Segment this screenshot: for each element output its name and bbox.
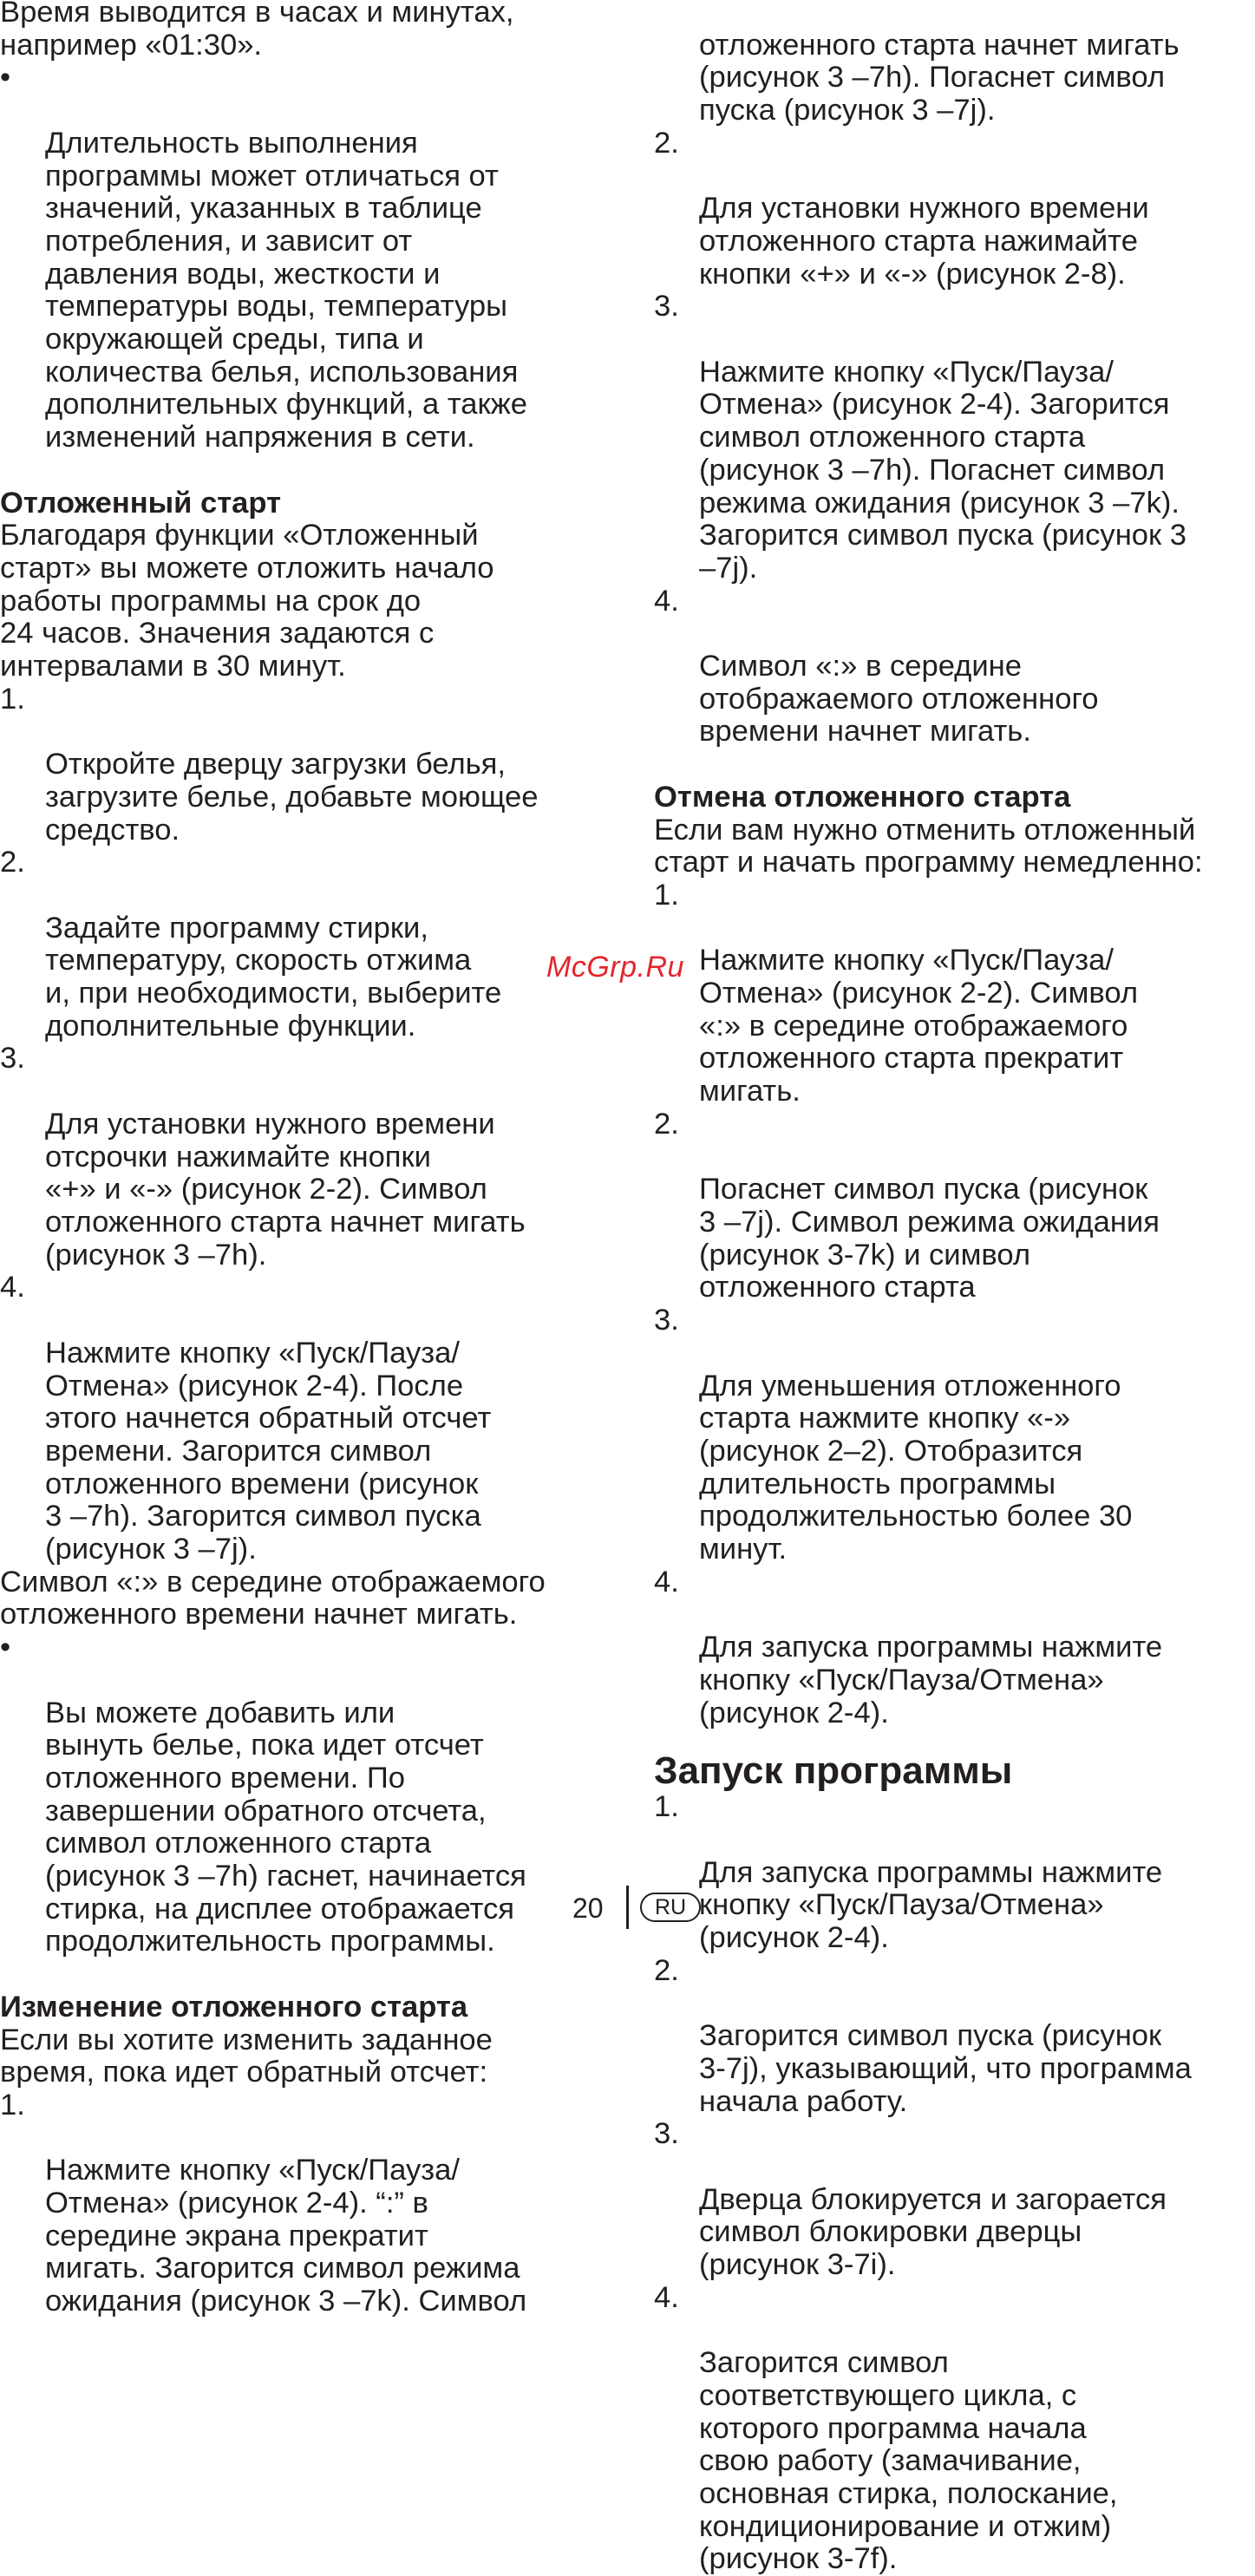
section-heading-program-start: Запуск программы [654, 1749, 1013, 1793]
list-item [0, 62, 616, 454]
list-item [654, 2118, 1252, 2282]
list-item-text: Нажмите кнопку «Пуск/Пауза/ Отмена» (рисунок 2-4). После этого начнется обратный отсчет времени. Загорится символ отложенного времени (рисунок 3 –7h). Загорится символ пуска (рисунок 3 –7j). [45, 1336, 492, 1566]
cancel-intro: Если вам нужно отменить отложенный старт и начать программу немедленно: [654, 813, 1203, 879]
list-item-text: Вы можете добавить или вынуть белье, пока идет отсчет отложенного времени. По завершении обратного отсчета, символ отложенного старта (рисунок 3 –7h) гаснет, начинается стирка, на дисплее отображается продолжительность программы. [45, 1696, 526, 1958]
list-item-text: Для уменьшения отложенного старта нажмите кнопку «-» (рисунок 2–2). Отобразится длительность программы продолжительностью более 30 минут. [699, 1369, 1133, 1566]
bullet-marker: • [0, 1631, 11, 1664]
list-item [0, 847, 616, 1043]
section-heading-cancel-delayed-start: Отмена отложенного старта [654, 780, 1071, 814]
footer-divider [626, 1886, 629, 1929]
language-badge: RU [640, 1893, 701, 1922]
list-number: 1. [0, 682, 25, 716]
list-item [654, 2282, 1252, 2576]
section-heading-delayed-start: Отложенный старт [0, 486, 282, 520]
list-item [0, 683, 616, 847]
list-item-text: Нажмите кнопку «Пуск/Пауза/ Отмена» (рисунок 2-2). Символ «:» в середине отображаемого отложенного старта прекратит мигать. [699, 944, 1138, 1108]
time-format-note: Время выводится в часах и минутах, например «01:30». [0, 0, 514, 62]
list-number: 2. [0, 846, 25, 879]
watermark: McGrp.Ru [546, 951, 684, 984]
list-item-text: Загорится символ соответствующего цикла, с которого программа начала свою работу (замачивание, основная стирка, полоскание, кондиционирование и отжим) (рисунок 3-7f). [699, 2346, 1118, 2576]
delayed-start-intro: Благодаря функции «Отложенный старт» вы можете отложить начало работы программы на срок до 24 часов. Значения задаются с интервалами в 30 минут. [0, 519, 494, 683]
list-item-text: Для установки нужного времени отсрочки нажимайте кнопки «+» и «-» (рисунок 2-2). Символ отложенного старта начнет мигать (рисунок 3 –7h). [45, 1107, 526, 1272]
list-item-text: Дверца блокируется и загорается символ блокировки дверцы (рисунок 3-7i). [699, 2182, 1167, 2282]
list-item-text: Символ «:» в середине отображаемого отложенного времени начнет мигать. [699, 650, 1099, 749]
list-item-text: Задайте программу стирки, температуру, скорость отжима и, при необходимости, выберите дополнительные функции. [45, 911, 502, 1043]
list-number: 4. [0, 1271, 25, 1304]
list-number: 3. [654, 1304, 679, 1337]
right-column [654, 0, 1252, 2576]
list-item-text: Для запуска программы нажмите кнопку «Пуск/Пауза/Отмена» (рисунок 2-4). [699, 1855, 1163, 1955]
change-intro: Если вы хотите изменить заданное время, пока идет обратный отсчет: [0, 2023, 493, 2089]
list-number: 2. [654, 1953, 679, 1987]
list-number: 1. [654, 878, 679, 912]
list-number: 4. [654, 584, 679, 618]
list-item-text: Для установки нужного времени отложенного старта нажимайте кнопки «+» и «-» (рисунок 2-8). [699, 192, 1149, 291]
list-number: 1. [654, 1790, 679, 1824]
list-item-text: Погаснет символ пуска (рисунок 3 –7j). Символ режима ожидания (рисунок 3-7k) и символ отложенного старта [699, 1173, 1160, 1304]
list-item-text: Нажмите кнопку «Пуск/Пауза/ Отмена» (рисунок 2-4). “:” в середине экрана прекратит мигать. Загорится символ режима ожидания (рисунок 3 –7k). Символ [45, 2154, 527, 2318]
list-item-text: Нажмите кнопку «Пуск/Пауза/ Отмена» (рисунок 2-4). Загорится символ отложенного старта (рисунок 3 –7h). Погаснет символ режима ожидания (рисунок 3 –7k). Загорится символ пуска (рисунок 3 –7j). [699, 355, 1186, 585]
list-item [654, 1108, 1252, 1304]
list-item [654, 291, 1252, 585]
left-column [0, 0, 616, 2318]
list-number: 3. [0, 1042, 25, 1076]
section-heading-change-delayed-start: Изменение отложенного старта [0, 1990, 468, 2024]
list-item [654, 1955, 1252, 2119]
list-number: 1. [0, 2088, 25, 2122]
list-number: 4. [654, 2280, 679, 2314]
list-item [654, 1791, 1252, 1955]
list-item-text: отложенного старта начнет мигать (рисунок 3 –7h). Погаснет символ пуска (рисунок 3 –7j). [699, 28, 1180, 127]
list-item-text: Длительность выполнения программы может отличаться от значений, указанных в таблице потребления, и зависит от давления воды, жесткости и температуры воды, температуры окружающей среды, типа и количества белья, использования дополнительных функций, а также изменений напряжения в сети. [45, 126, 527, 454]
list-item-text: Загорится символ пуска (рисунок 3-7j), указывающий, что программа начала работу. [699, 2019, 1192, 2118]
bullet-marker: • [0, 61, 11, 95]
list-item [0, 1043, 616, 1272]
page-number: 20 [572, 1893, 604, 1924]
list-item [0, 2089, 616, 2318]
list-item [0, 1272, 616, 1566]
list-number: 4. [654, 1565, 679, 1599]
list-item-text: Для запуска программы нажмите кнопку «Пуск/Пауза/Отмена» (рисунок 2-4). [699, 1631, 1163, 1729]
list-number: 2. [654, 1107, 679, 1141]
list-item [654, 1566, 1252, 1730]
list-number: 2. [654, 126, 679, 160]
list-item-text: Откройте дверцу загрузки белья, загрузите белье, добавьте моющее средство. [45, 748, 539, 847]
list-item [654, 1304, 1252, 1566]
list-item [654, 127, 1252, 291]
list-item [654, 585, 1252, 749]
list-item-continuation [654, 0, 1252, 127]
colon-blink-note: Символ «:» в середине отображаемого отложенного времени начнет мигать. [0, 1565, 546, 1631]
delayed-start-steps [0, 683, 616, 1566]
list-number: 3. [654, 290, 679, 324]
list-number: 3. [654, 2117, 679, 2151]
list-item [654, 879, 1252, 1108]
list-item [0, 1631, 616, 1958]
